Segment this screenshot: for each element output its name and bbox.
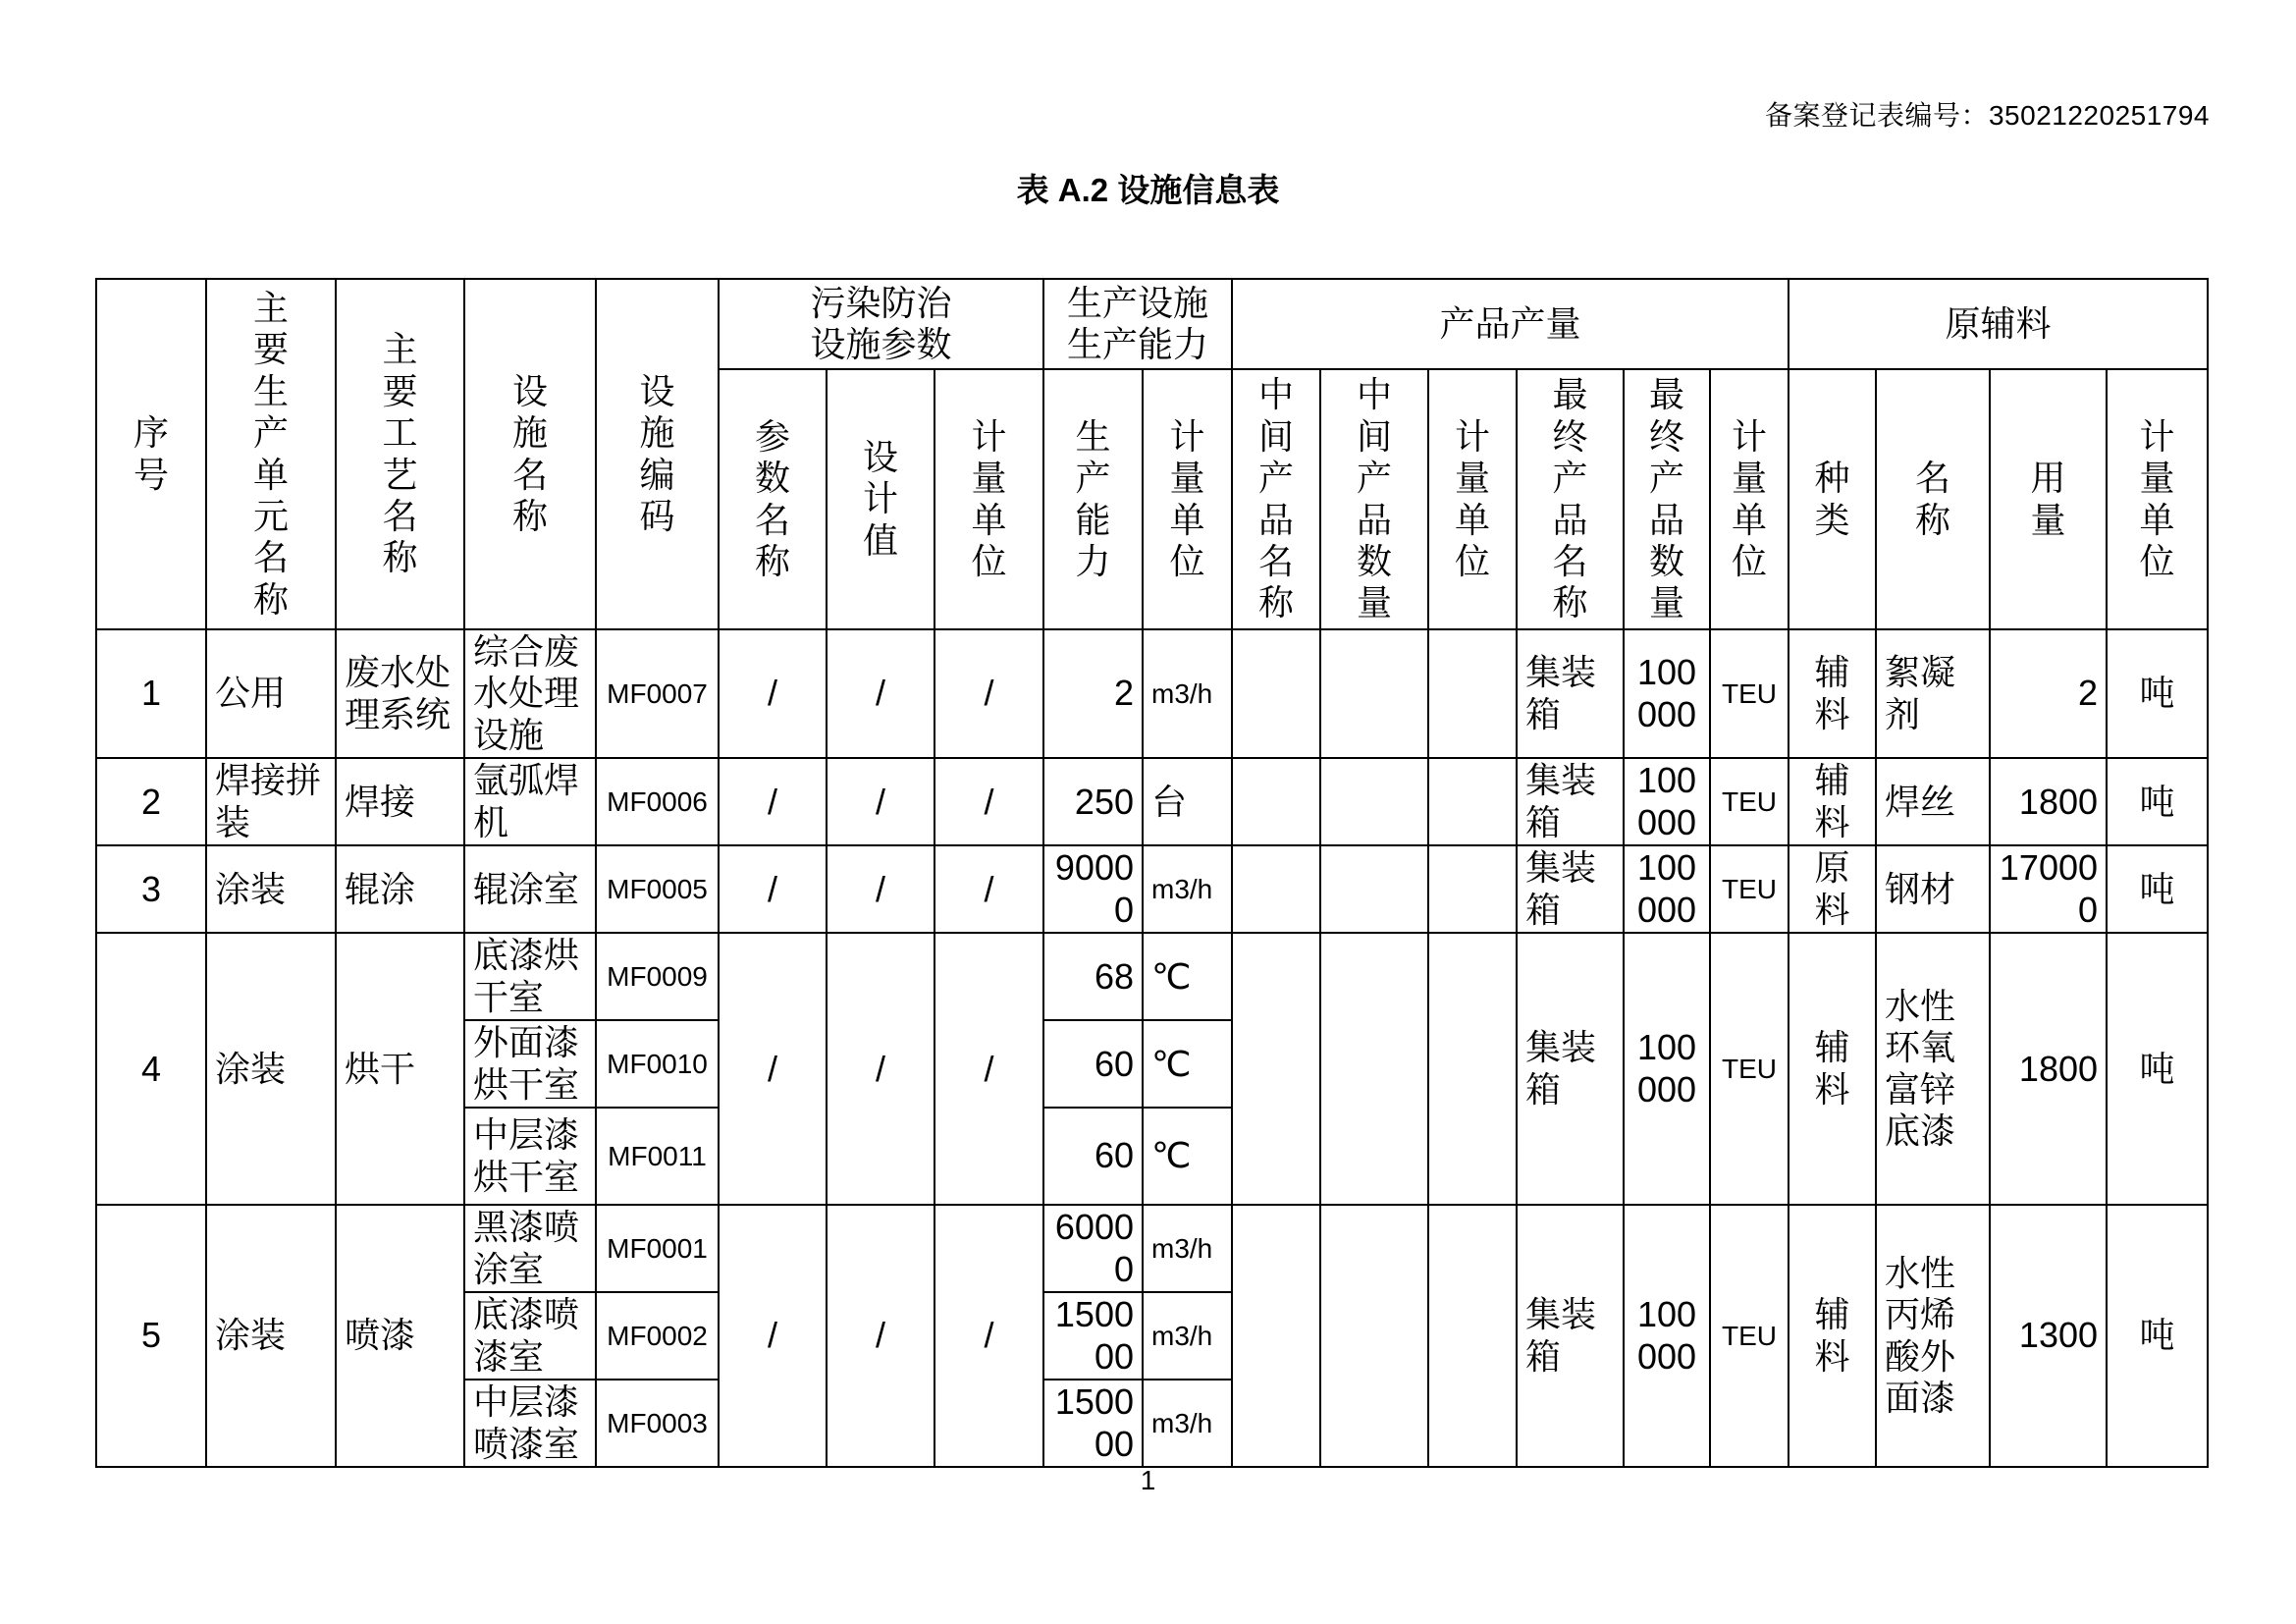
cell-production-unit: 公用: [206, 629, 336, 758]
cell-facility-code: MF0005: [596, 845, 719, 933]
cell-final-product-name: 集装箱: [1517, 933, 1624, 1205]
cell-production-unit: 涂装: [206, 1205, 336, 1467]
cell-inter-product-uom: [1428, 629, 1517, 758]
header-production-unit: [206, 279, 336, 629]
cell-uom: /: [934, 1205, 1043, 1467]
cell-inter-product-qty: [1320, 1205, 1428, 1467]
cell-production-unit: 涂装: [206, 933, 336, 1205]
cell-capacity: 90000: [1043, 845, 1143, 933]
header-final-product-name-label: 最终产品名称: [1552, 374, 1588, 623]
table-header-group-row: [96, 279, 2208, 369]
header-material-type-label: 种类: [1814, 458, 1850, 540]
header-group-pollution: [719, 279, 1043, 369]
header-uom3-label: 计量单位: [1454, 415, 1490, 581]
header-facility-code: [596, 279, 719, 629]
cell-capacity: 150000: [1043, 1292, 1143, 1380]
cell-param-name: /: [719, 933, 827, 1205]
cell-uom: /: [934, 629, 1043, 758]
header-process: [336, 279, 464, 629]
cell-material-qty: 1300: [1990, 1205, 2107, 1467]
header-group-material: 原辅料: [1789, 279, 2208, 369]
cell-material-name: 钢材: [1876, 845, 1990, 933]
cell-facility-name: 综合废水处理设施: [464, 629, 596, 758]
cell-facility-code: MF0002: [596, 1292, 719, 1380]
cell-final-product-name: 集装箱: [1517, 845, 1624, 933]
header-production-unit-label: 主要生产单元名称: [252, 287, 289, 620]
cell-capacity-uom: m3/h: [1143, 1292, 1232, 1380]
cell-capacity-uom: ℃: [1143, 1108, 1232, 1205]
cell-process: 喷漆: [336, 1205, 464, 1467]
cell-capacity: 60000: [1043, 1205, 1143, 1292]
cell-inter-product-name: [1232, 758, 1320, 845]
page-number: 1: [1140, 1465, 1156, 1495]
cell-capacity-uom: m3/h: [1143, 1380, 1232, 1467]
cell-material-name: 焊丝: [1876, 758, 1990, 845]
header-material-qty-label: 用量: [2030, 458, 2066, 540]
cell-material-type: 辅料: [1789, 933, 1876, 1205]
cell-uom: /: [934, 933, 1043, 1205]
header-inter-product-qty: [1320, 369, 1428, 629]
table-row: [96, 1205, 2208, 1292]
cell-facility-code: MF0009: [596, 933, 719, 1020]
header-material-qty: [1990, 369, 2107, 629]
cell-final-product-qty: 100 000: [1624, 629, 1710, 758]
cell-serial: 3: [96, 845, 206, 933]
header-uom5-label: 计量单位: [2139, 415, 2175, 581]
cell-inter-product-qty: [1320, 629, 1428, 758]
header-uom2-label: 计量单位: [1169, 415, 1205, 581]
cell-production-unit: 涂装: [206, 845, 336, 933]
table-row: [96, 845, 2208, 933]
cell-facility-code: MF0007: [596, 629, 719, 758]
header-group-capacity-label: 生产设施生产能力: [1066, 282, 1208, 364]
cell-material-name: 水性环氧富锌底漆: [1876, 933, 1990, 1205]
cell-capacity: 60: [1043, 1020, 1143, 1108]
cell-final-product-uom: TEU: [1710, 629, 1789, 758]
cell-material-uom: 吨: [2107, 758, 2208, 845]
cell-material-type: 辅料: [1789, 758, 1876, 845]
cell-inter-product-uom: [1428, 758, 1517, 845]
header-facility-name: [464, 279, 596, 629]
header-final-product-name: [1517, 369, 1624, 629]
cell-material-type: 辅料: [1789, 1205, 1876, 1467]
header-inter-product-qty-label: 中间产品数量: [1356, 374, 1392, 623]
cell-inter-product-name: [1232, 1205, 1320, 1467]
cell-design-value: /: [827, 758, 934, 845]
header-process-label: 主要工艺名称: [382, 329, 418, 578]
cell-facility-code: MF0003: [596, 1380, 719, 1467]
cell-inter-product-qty: [1320, 933, 1428, 1205]
cell-final-product-qty: 100 000: [1624, 845, 1710, 933]
facility-info-table: [95, 278, 2209, 1468]
header-final-product-qty: [1624, 369, 1710, 629]
cell-param-name: /: [719, 845, 827, 933]
header-serial: [96, 279, 206, 629]
cell-inter-product-uom: [1428, 933, 1517, 1205]
cell-process: 辊涂: [336, 845, 464, 933]
header-design-value: [827, 369, 934, 629]
cell-process: 烘干: [336, 933, 464, 1205]
cell-capacity-uom: m3/h: [1143, 629, 1232, 758]
header-inter-product-name: [1232, 369, 1320, 629]
cell-material-uom: 吨: [2107, 1205, 2208, 1467]
header-uom1-label: 计量单位: [971, 415, 1007, 581]
cell-facility-name: 底漆烘干室: [464, 933, 596, 1020]
cell-material-qty: 1800: [1990, 933, 2107, 1205]
cell-facility-name: 氩弧焊机: [464, 758, 596, 845]
cell-inter-product-qty: [1320, 845, 1428, 933]
header-material-name: [1876, 369, 1990, 629]
cell-serial: 4: [96, 933, 206, 1205]
header-group-pollution-label: 污染防治设施参数: [810, 282, 952, 364]
cell-design-value: /: [827, 629, 934, 758]
cell-material-uom: 吨: [2107, 629, 2208, 758]
cell-facility-name: 底漆喷漆室: [464, 1292, 596, 1380]
cell-facility-name: 外面漆烘干室: [464, 1020, 596, 1108]
cell-capacity-uom: m3/h: [1143, 1205, 1232, 1292]
cell-facility-code: MF0001: [596, 1205, 719, 1292]
header-inter-product-name-label: 中间产品名称: [1257, 374, 1294, 623]
cell-final-product-name: 集装箱: [1517, 758, 1624, 845]
cell-capacity-uom: ℃: [1143, 1020, 1232, 1108]
cell-production-unit: 焊接拼装: [206, 758, 336, 845]
cell-facility-name: 黑漆喷涂室: [464, 1205, 596, 1292]
header-uom1: [934, 369, 1043, 629]
cell-capacity-uom: ℃: [1143, 933, 1232, 1020]
cell-inter-product-uom: [1428, 845, 1517, 933]
header-material-name-label: 名称: [1915, 458, 1951, 540]
cell-capacity: 250: [1043, 758, 1143, 845]
header-param-name: [719, 369, 827, 629]
cell-facility-name: 中层漆喷漆室: [464, 1380, 596, 1467]
cell-param-name: /: [719, 758, 827, 845]
header-param-name-label: 参数名称: [754, 415, 790, 581]
cell-facility-name: 辊涂室: [464, 845, 596, 933]
cell-serial: 5: [96, 1205, 206, 1467]
cell-serial: 2: [96, 758, 206, 845]
header-uom4-label: 计量单位: [1731, 415, 1767, 581]
header-uom2: [1143, 369, 1232, 629]
cell-capacity: 2: [1043, 629, 1143, 758]
cell-param-name: /: [719, 629, 827, 758]
cell-design-value: /: [827, 845, 934, 933]
cell-final-product-uom: TEU: [1710, 758, 1789, 845]
cell-facility-code: MF0011: [596, 1108, 719, 1205]
cell-uom: /: [934, 758, 1043, 845]
cell-material-name: 水性丙烯酸外面漆: [1876, 1205, 1990, 1467]
header-final-product-qty-label: 最终产品数量: [1648, 374, 1684, 623]
cell-facility-code: MF0006: [596, 758, 719, 845]
registration-number: 备案登记表编号：35021220251794: [1764, 100, 2210, 131]
cell-final-product-uom: TEU: [1710, 845, 1789, 933]
cell-material-qty: 170000: [1990, 845, 2107, 933]
cell-inter-product-name: [1232, 845, 1320, 933]
cell-serial: 1: [96, 629, 206, 758]
cell-param-name: /: [719, 1205, 827, 1467]
page-title: 表 A.2 设施信息表: [1016, 172, 1280, 208]
cell-material-uom: 吨: [2107, 933, 2208, 1205]
cell-inter-product-uom: [1428, 1205, 1517, 1467]
header-group-capacity: [1043, 279, 1232, 369]
cell-final-product-qty: 100 000: [1624, 758, 1710, 845]
table-row: [96, 933, 2208, 1020]
cell-inter-product-name: [1232, 933, 1320, 1205]
cell-material-qty: 2: [1990, 629, 2107, 758]
cell-final-product-qty: 100 000: [1624, 933, 1710, 1205]
header-uom3: [1428, 369, 1517, 629]
table-row: [96, 758, 2208, 845]
header-uom4: [1710, 369, 1789, 629]
cell-material-qty: 1800: [1990, 758, 2107, 845]
cell-material-uom: 吨: [2107, 845, 2208, 933]
header-design-value-label: 设计值: [862, 436, 898, 561]
cell-final-product-qty: 100 000: [1624, 1205, 1710, 1467]
cell-process: 焊接: [336, 758, 464, 845]
cell-design-value: /: [827, 933, 934, 1205]
cell-process: 废水处理系统: [336, 629, 464, 758]
header-uom5: [2107, 369, 2208, 629]
cell-final-product-uom: TEU: [1710, 1205, 1789, 1467]
cell-final-product-name: 集装箱: [1517, 629, 1624, 758]
header-group-product: 产品产量: [1232, 279, 1789, 369]
header-facility-code-label: 设施编码: [639, 370, 675, 536]
cell-facility-name: 中层漆烘干室: [464, 1108, 596, 1205]
cell-inter-product-qty: [1320, 758, 1428, 845]
table-row: [96, 629, 2208, 758]
cell-capacity: 68: [1043, 933, 1143, 1020]
cell-capacity-uom: 台: [1143, 758, 1232, 845]
cell-material-type: 辅料: [1789, 629, 1876, 758]
cell-capacity-uom: m3/h: [1143, 845, 1232, 933]
cell-inter-product-name: [1232, 629, 1320, 758]
cell-design-value: /: [827, 1205, 934, 1467]
cell-final-product-name: 集装箱: [1517, 1205, 1624, 1467]
header-serial-label: 序号: [133, 412, 169, 495]
header-capacity: [1043, 369, 1143, 629]
cell-capacity: 150000: [1043, 1380, 1143, 1467]
cell-material-type: 原料: [1789, 845, 1876, 933]
cell-facility-code: MF0010: [596, 1020, 719, 1108]
header-facility-name-label: 设施名称: [511, 370, 548, 536]
header-capacity-label: 生产能力: [1075, 415, 1111, 581]
header-material-type: [1789, 369, 1876, 629]
cell-uom: /: [934, 845, 1043, 933]
cell-capacity: 60: [1043, 1108, 1143, 1205]
cell-final-product-uom: TEU: [1710, 933, 1789, 1205]
cell-material-name: 絮凝剂: [1876, 629, 1990, 758]
